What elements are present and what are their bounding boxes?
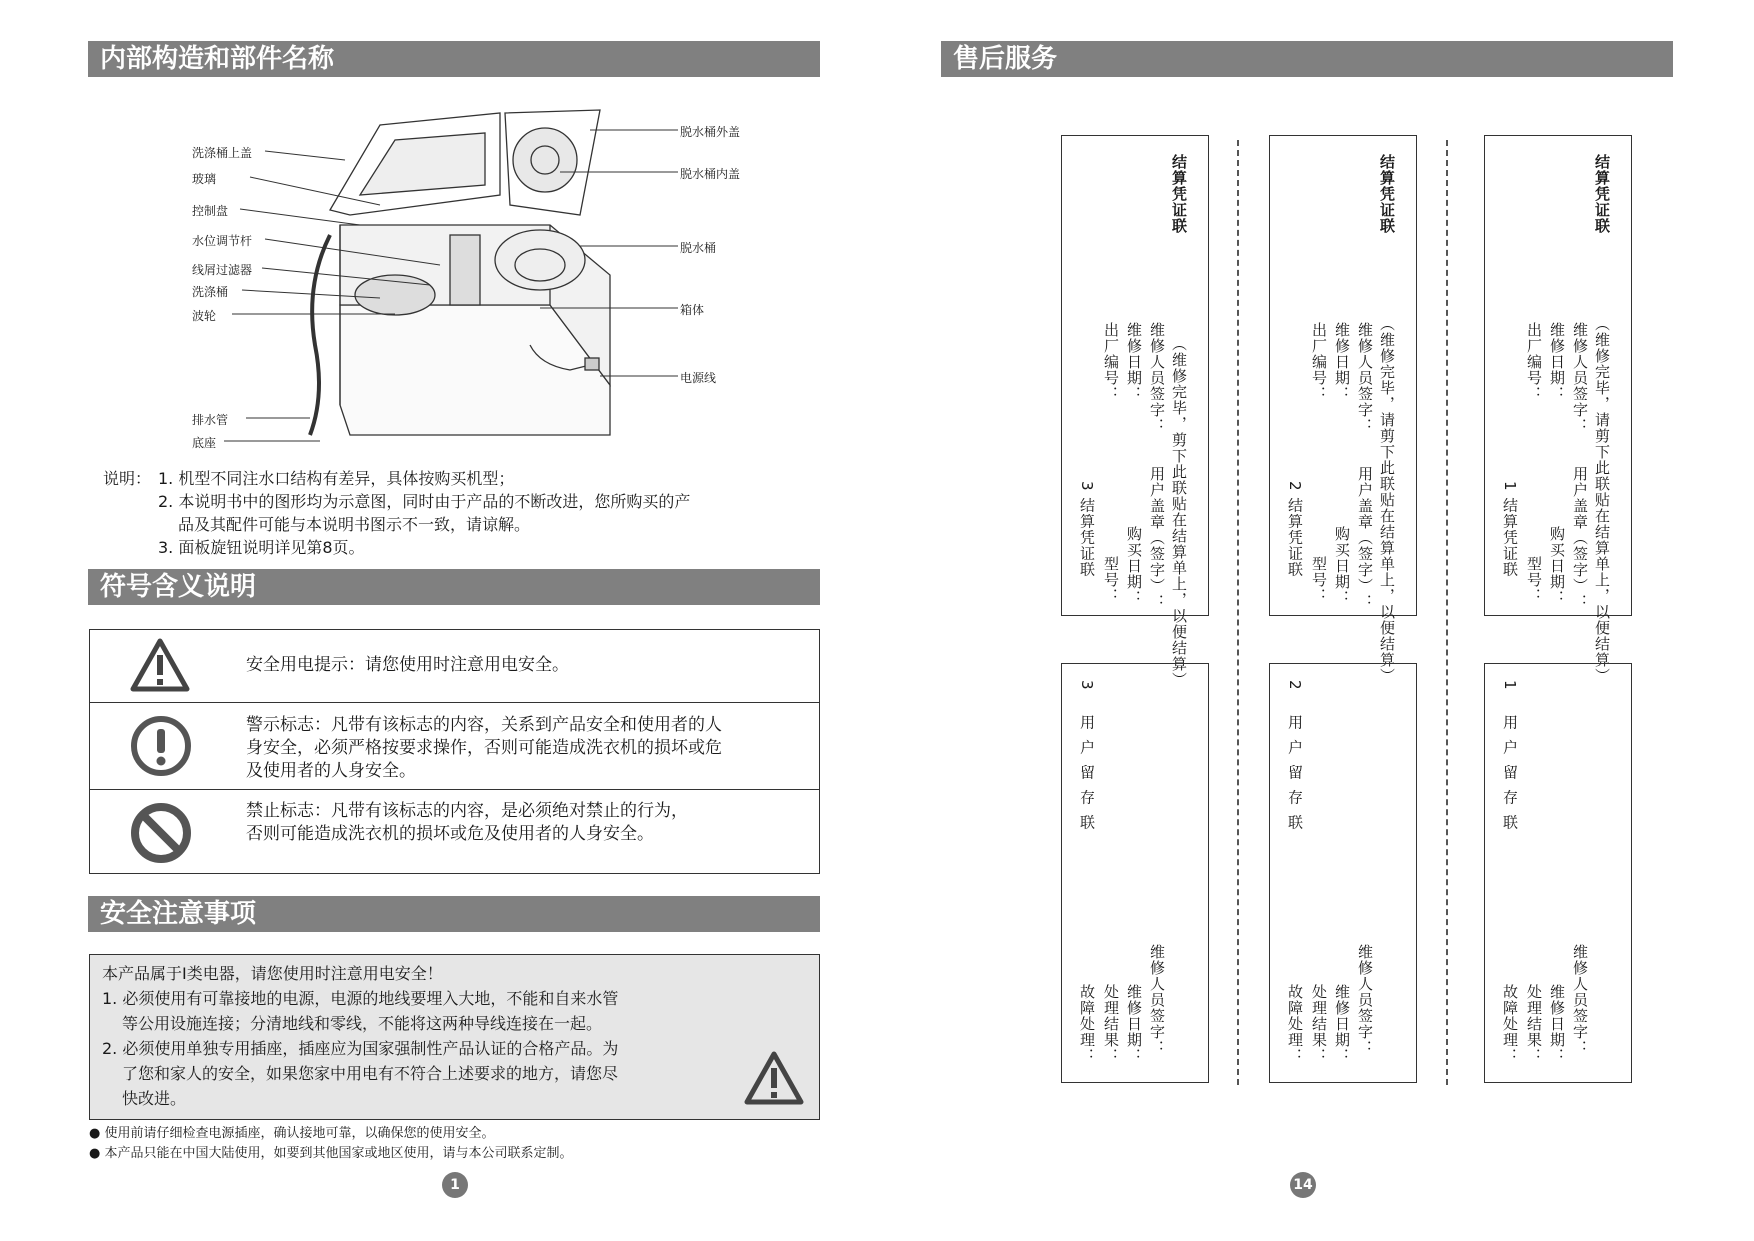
card-field: 维修日期：	[1333, 322, 1351, 402]
warning-triangle-icon	[130, 638, 190, 692]
part-label: 脱水桶外盖	[680, 125, 741, 139]
stub-label: 结算凭证联	[1170, 154, 1188, 234]
card-field: （维修完毕，请剪下此联贴在结算单上，以便结算）	[1378, 316, 1396, 684]
symbol-text: 否则可能造成洗衣机的损坏或危及使用者的人身安全。	[246, 824, 654, 844]
safety-line: 等公用设施连接；分清地线和零线，不能将这两种导线连接在一起。	[122, 1014, 603, 1033]
safety-line: 快改进。	[122, 1089, 187, 1108]
card-field: 型号：	[1310, 556, 1328, 604]
diagram-leader-lines	[0, 0, 830, 460]
settlement-card	[1061, 135, 1209, 688]
page-number: 14	[1290, 1172, 1316, 1198]
user-stub-label: 2 用户留存联	[1286, 680, 1304, 840]
warning-triangle-icon	[744, 1051, 804, 1105]
safety-line: 了您和家人的安全，如果您家中用电有不符合上述要求的地方，请您尽	[122, 1064, 619, 1083]
card-field: 维修日期：	[1125, 322, 1143, 402]
symbol-row	[90, 789, 819, 874]
card-field: 型号：	[1102, 556, 1120, 604]
fault-field: 故障处理：	[1286, 984, 1304, 1064]
card-field: 维修人员签字：	[1356, 322, 1374, 434]
fault-field: 处理结果：	[1525, 984, 1543, 1064]
part-label: 箱体	[680, 303, 705, 317]
section-title-safety: 安全注意事项	[88, 896, 820, 932]
safety-line: 1. 必须使用有可靠接地的电源，电源的地线要埋入大地，不能和自来水管	[102, 989, 619, 1008]
fault-field: 故障处理：	[1501, 984, 1519, 1064]
note-line: 品及其配件可能与本说明书图示不一致，请谅解。	[178, 515, 531, 534]
fault-field: 处理结果：	[1310, 984, 1328, 1064]
part-label: 脱水桶内盖	[680, 167, 741, 181]
section-title-structure: 内部构造和部件名称	[88, 41, 820, 77]
user-retained-card	[1484, 663, 1632, 1083]
stub-label: 结算凭证联	[1378, 154, 1396, 234]
fault-field: 故障处理：	[1078, 984, 1096, 1064]
cut-line	[1237, 140, 1239, 1085]
note-label: 说明：	[103, 469, 152, 488]
settlement-card	[1484, 135, 1632, 684]
symbol-text: 身安全，必须严格按要求操作，否则可能造成洗衣机的损坏或危	[246, 738, 722, 758]
user-stub-label: 3 用户留存联	[1078, 680, 1096, 840]
card-field: 型号：	[1525, 556, 1543, 604]
card-field: 购买日期：	[1548, 526, 1566, 606]
symbol-table	[89, 629, 820, 874]
note-line: 3. 面板旋钮说明详见第8页。	[158, 538, 365, 557]
card-field: （维修完毕，剪下此联贴在结算单上，以便结算）	[1170, 336, 1188, 688]
part-label: 电源线	[680, 371, 717, 385]
safety-line: 2. 必须使用单独专用插座，插座应为国家强制性产品认证的合格产品。为	[102, 1039, 619, 1058]
symbol-row	[90, 702, 819, 790]
card-field: 维修人员签字：	[1571, 322, 1589, 434]
card-field: 出厂编号：	[1310, 322, 1328, 402]
safety-box	[89, 954, 820, 1120]
fault-field: 维修人员签字：	[1148, 944, 1166, 1056]
fault-field: 维修人员签字：	[1571, 944, 1589, 1056]
part-label: 洗涤桶	[192, 285, 229, 299]
user-retained-card	[1061, 663, 1209, 1083]
card-field: （维修完毕，请剪下此联贴在结算单上，以便结算）	[1593, 316, 1611, 684]
section-title-aftersales: 售后服务	[941, 41, 1673, 77]
symbol-text: 安全用电提示：请您使用时注意用电安全。	[246, 655, 569, 675]
part-label: 水位调节杆	[192, 234, 253, 248]
part-label: 洗涤桶上盖	[192, 146, 253, 160]
card-field: 维修人员签字：	[1148, 322, 1166, 434]
part-label: 线屑过滤器	[192, 263, 253, 277]
symbol-text: 禁止标志：凡带有该标志的内容，是必须绝对禁止的行为，	[246, 801, 688, 821]
fault-field: 维修日期：	[1333, 984, 1351, 1064]
card-field: 出厂编号：	[1525, 322, 1543, 402]
symbol-text: 及使用者的人身安全。	[246, 761, 416, 781]
part-label: 脱水桶	[680, 241, 717, 255]
card-field: 3 结算凭证联	[1078, 481, 1096, 578]
bullet-item: ● 本产品只能在中国大陆使用，如要到其他国家或地区使用，请与本公司联系定制。	[89, 1146, 573, 1161]
stub-label: 结算凭证联	[1593, 154, 1611, 234]
user-stub-label: 1 用户留存联	[1501, 680, 1519, 840]
prohibition-icon	[130, 802, 192, 864]
user-retained-card	[1269, 663, 1417, 1083]
fault-field: 维修人员签字：	[1356, 944, 1374, 1056]
card-field: 购买日期：	[1333, 526, 1351, 606]
part-label: 波轮	[192, 309, 217, 323]
card-field: 用户盖章（签字）：	[1571, 466, 1589, 610]
card-field: 购买日期：	[1125, 526, 1143, 606]
symbol-row	[90, 630, 819, 702]
fault-field: 维修日期：	[1548, 984, 1566, 1064]
safety-line: 本产品属于Ⅰ类电器，请您使用时注意用电安全！	[102, 964, 443, 983]
part-label: 底座	[192, 436, 217, 450]
card-field: 2 结算凭证联	[1286, 481, 1304, 578]
page-number: 1	[442, 1172, 468, 1198]
note-line: 1. 机型不同注水口结构有差异，具体按购买机型；	[158, 469, 515, 488]
card-field: 维修日期：	[1548, 322, 1566, 402]
card-field: 1 结算凭证联	[1501, 481, 1519, 578]
part-label: 玻璃	[192, 172, 217, 186]
section-title-symbols: 符号含义说明	[88, 569, 820, 605]
part-label: 控制盘	[192, 204, 229, 218]
bullet-item: ● 使用前请仔细检查电源插座，确认接地可靠，以确保您的使用安全。	[89, 1126, 495, 1141]
part-label: 排水管	[192, 413, 229, 427]
bullet-list	[89, 1124, 572, 1164]
settlement-card	[1269, 135, 1417, 684]
symbol-text: 警示标志：凡带有该标志的内容，关系到产品安全和使用者的人	[246, 715, 722, 735]
note-line: 2. 本说明书中的图形均为示意图，同时由于产品的不断改进，您所购买的产	[158, 492, 691, 511]
cut-line	[1446, 140, 1448, 1085]
fault-field: 维修日期：	[1125, 984, 1143, 1064]
fault-field: 处理结果：	[1102, 984, 1120, 1064]
card-field: 出厂编号：	[1102, 322, 1120, 402]
card-field: 用户盖章（签字）：	[1356, 466, 1374, 610]
exclamation-circle-icon	[130, 715, 192, 777]
card-field: 用户盖章（签字）：	[1148, 466, 1166, 610]
